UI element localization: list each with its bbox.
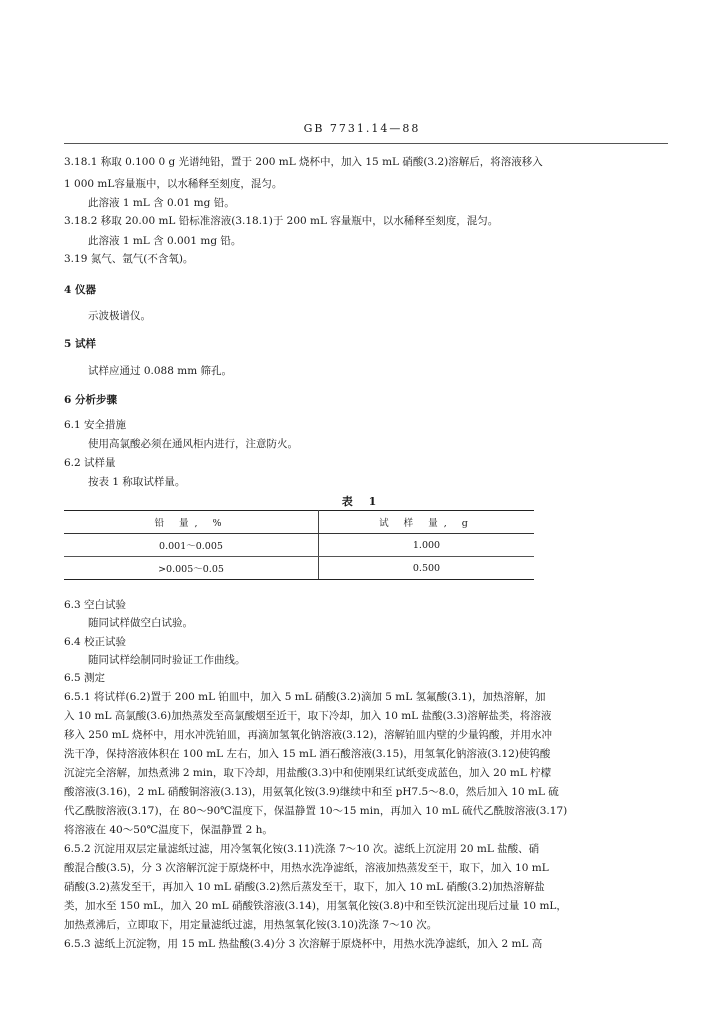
text-line: 类，加水至 150 mL，加入 20 mL 硝酸铁溶液(3.14)，用氢氧化铵(3.8)中和至铁沉淀出现后过量 10 mL，	[64, 900, 567, 912]
text-line: 酸混合酸(3.5)，分 3 次溶解沉淀于原烧杯中，用热水洗净滤纸，溶液加热蒸发至干，取下，加入 10 mL	[64, 862, 549, 874]
subsection-heading: 6.5 测定	[64, 672, 106, 684]
header-divider	[64, 143, 668, 144]
text-line: 加热煮沸后，立即取下，用定量滤纸过滤，用热氢氧化铵(3.10)洗涤 7～10 次。	[64, 919, 438, 931]
text-line: 移入 250 mL 烧杯中，用水冲洗铂皿，再滴加氢氧化钠溶液(3.12)，溶解铂皿内壁的少量钨酸，并用水冲	[64, 729, 553, 741]
text-line: 沉淀完全溶解，加热煮沸 2 min，取下冷却，用盐酸(3.3)中和使刚果红试纸变成蓝色，加入 20 mL 柠檬	[64, 767, 552, 779]
text-line: 试样应通过 0.088 mm 筛孔。	[88, 365, 232, 377]
page-header: GB 7731.14—88	[303, 122, 421, 135]
section-heading: 5 试样	[64, 338, 96, 350]
table-header-row	[64, 511, 534, 534]
subsection-heading: 6.4 校正试验	[64, 636, 127, 648]
text-line: 洗干净，保持溶液体积在 100 mL 左右，加入 15 mL 酒石酸溶液(3.15)，用氢氧化钠溶液(3.12)使钨酸	[64, 748, 551, 760]
text-line: 6.5.1 将试样(6.2)置于 200 mL 铂皿中，加入 5 mL 硝酸(3.2)滴加 5 mL 氢氟酸(3.1)，加热溶解，加	[64, 691, 546, 703]
table-cell: >0.005～0.05	[64, 557, 319, 580]
table-cell: 0.500	[319, 557, 535, 580]
subsection-heading: 6.2 试样量	[64, 457, 116, 469]
section-heading: 6 分析步骤	[64, 394, 117, 406]
table-cell: 1.000	[319, 534, 535, 557]
text-line: 酸溶液(3.16)，2 mL 硝酸铜溶液(3.13)，用氨氧化铵(3.9)继续中和至 pH7.5～8.0，然后加入 10 mL 硫	[64, 786, 559, 798]
table-row	[64, 534, 534, 557]
text-line: 示波极谱仪。	[88, 310, 151, 322]
text-line: 此溶液 1 mL 含 0.001 mg 铅。	[88, 235, 242, 247]
table-1	[64, 510, 534, 580]
text-line: 3.18.2 移取 20.00 mL 铅标准溶液(3.18.1)于 200 mL 容量瓶中，以水稀释至刻度，混匀。	[64, 215, 499, 227]
text-line: 3.19 氮气、氩气(不含氧)。	[64, 253, 194, 265]
text-line: 代乙酰胺溶液(3.17)，在 80～90℃温度下，保温静置 10～15 min，再加入 10 mL 硫代乙酰胺溶液(3.17)	[64, 805, 568, 817]
subsection-heading: 6.3 空白试验	[64, 599, 127, 611]
text-line: 使用高氯酸必须在通风柜内进行，注意防火。	[88, 438, 298, 450]
subsection-heading: 6.1 安全措施	[64, 419, 127, 431]
table-cell: 0.001～0.005	[64, 534, 319, 557]
table-header-cell: 试 样 量, g	[319, 511, 535, 534]
text-line: 6.5.2 沉淀用双层定量滤纸过滤，用冷氢氧化铵(3.11)洗涤 7～10 次。滤纸上沉淀用 20 mL 盐酸、硝	[64, 843, 540, 855]
text-line: 将溶液在 40～50℃温度下，保温静置 2 h。	[64, 824, 273, 836]
table-caption: 表 1	[341, 495, 383, 508]
text-line: 3.18.1 称取 0.100 0 g 光谱纯铅，置于 200 mL 烧杯中，加入 15 mL 硝酸(3.2)溶解后，将溶液移入	[64, 156, 543, 168]
text-line: 此溶液 1 mL 含 0.01 mg 铅。	[88, 197, 235, 209]
text-line: 按表 1 称取试样量。	[88, 476, 186, 488]
text-line: 6.5.3 滤纸上沉淀物，用 15 mL 热盐酸(3.4)分 3 次溶解于原烧杯中，用热水洗净滤纸，加入 2 mL 高	[64, 938, 543, 950]
text-line: 硝酸(3.2)蒸发至干，再加入 10 mL 硝酸(3.2)然后蒸发至干，取下，加入 10 mL 硝酸(3.2)加热溶解盐	[64, 881, 545, 893]
text-line: 1 000 mL容量瓶中，以水稀释至刻度，混匀。	[64, 178, 283, 190]
section-heading: 4 仪器	[64, 284, 96, 296]
table-row	[64, 557, 534, 580]
text-line: 随同试样绘制同时验证工作曲线。	[88, 654, 246, 666]
table-header-cell: 铅 量, %	[64, 511, 319, 534]
text-line: 随同试样做空白试验。	[88, 617, 193, 629]
text-line: 入 10 mL 高氯酸(3.6)加热蒸发至高氯酸烟至近干，取下冷却，加入 10 mL 盐酸(3.3)溶解盐类，将溶液	[64, 710, 552, 722]
